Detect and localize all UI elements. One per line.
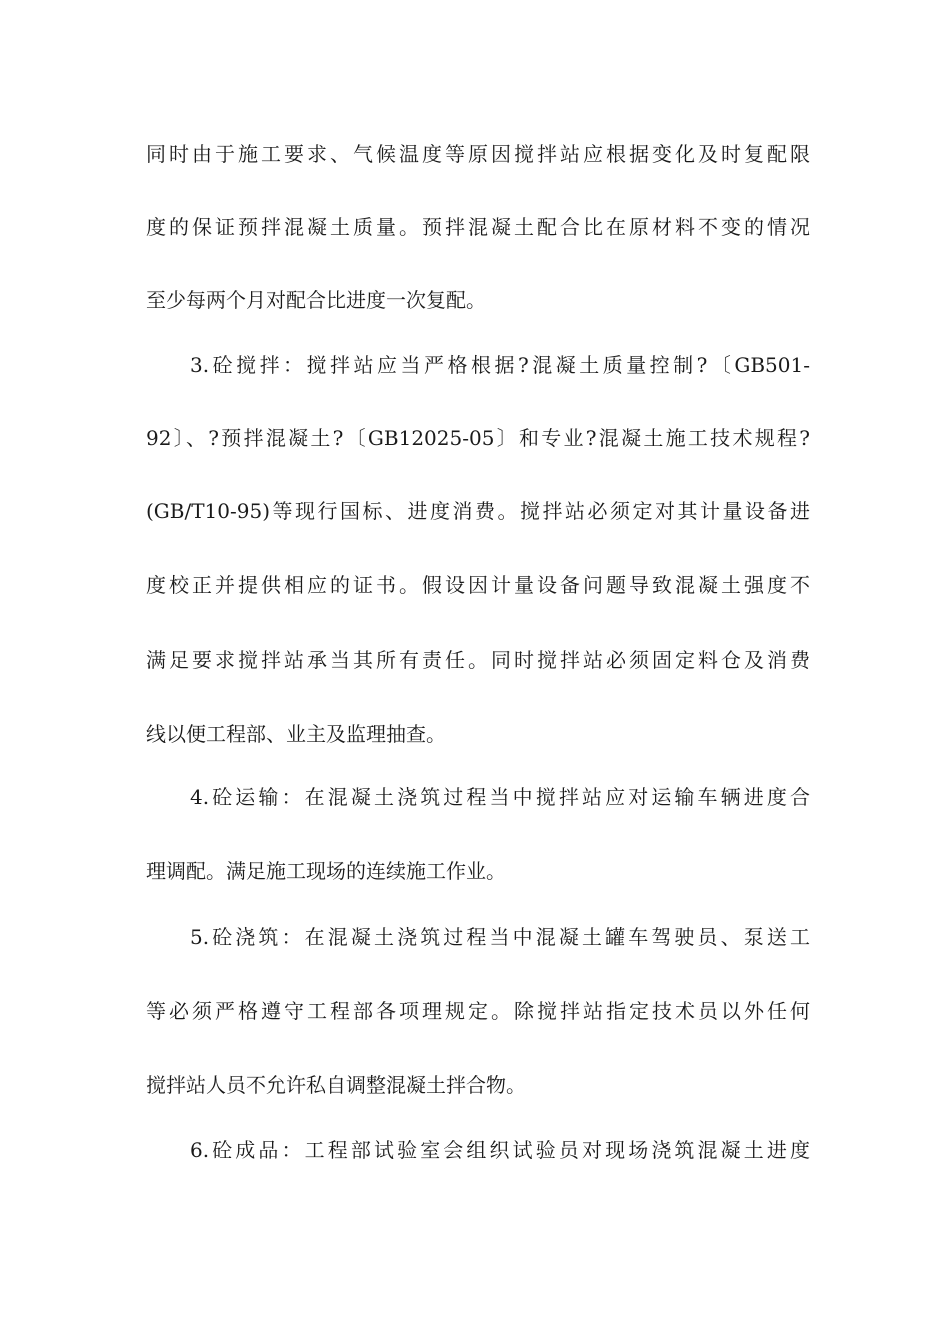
text-line-5: 92〕、?预拌混凝土?〔GB12025-05〕和专业?混凝土施工技术规程? (146, 426, 810, 450)
text-line-1: 同时由于施工要求、气候温度等原因搅拌站应根据变化及时复配限 (146, 142, 810, 166)
paragraph-6-first-line: 6.砼成品：工程部试验室会组织试验员对现场浇筑混凝土进度 (190, 1138, 810, 1162)
paragraph-5-first-line: 5.砼浇筑：在混凝土浇筑过程当中混凝土罐车驾驶员、泵送工 (190, 925, 810, 949)
text-line-11: 理调配。满足施工现场的连续施工作业。 (146, 859, 506, 883)
text-line-14: 搅拌站人员不允许私自调整混凝土拌合物。 (146, 1073, 526, 1097)
text-line-6: (GB/T10-95)等现行国标、进度消费。搅拌站必须定对其计量设备进 (146, 499, 810, 523)
text-line-8: 满足要求搅拌站承当其所有责任。同时搅拌站必须固定料仓及消费 (146, 648, 810, 672)
paragraph-3-first-line: 3.砼搅拌：搅拌站应当严格根据?混凝土质量控制?〔GB501- (190, 353, 810, 377)
text-line-2: 度的保证预拌混凝土质量。预拌混凝土配合比在原材料不变的情况 (146, 215, 810, 239)
text-line-9: 线以便工程部、业主及监理抽查。 (146, 722, 446, 746)
text-line-13: 等必须严格遵守工程部各项理规定。除搅拌站指定技术员以外任何 (146, 999, 810, 1023)
paragraph-4-first-line: 4.砼运输：在混凝土浇筑过程当中搅拌站应对运输车辆进度合 (190, 785, 810, 809)
text-line-3: 至少每两个月对配合比进度一次复配。 (146, 288, 486, 312)
text-line-7: 度校正并提供相应的证书。假设因计量设备问题导致混凝土强度不 (146, 573, 810, 597)
